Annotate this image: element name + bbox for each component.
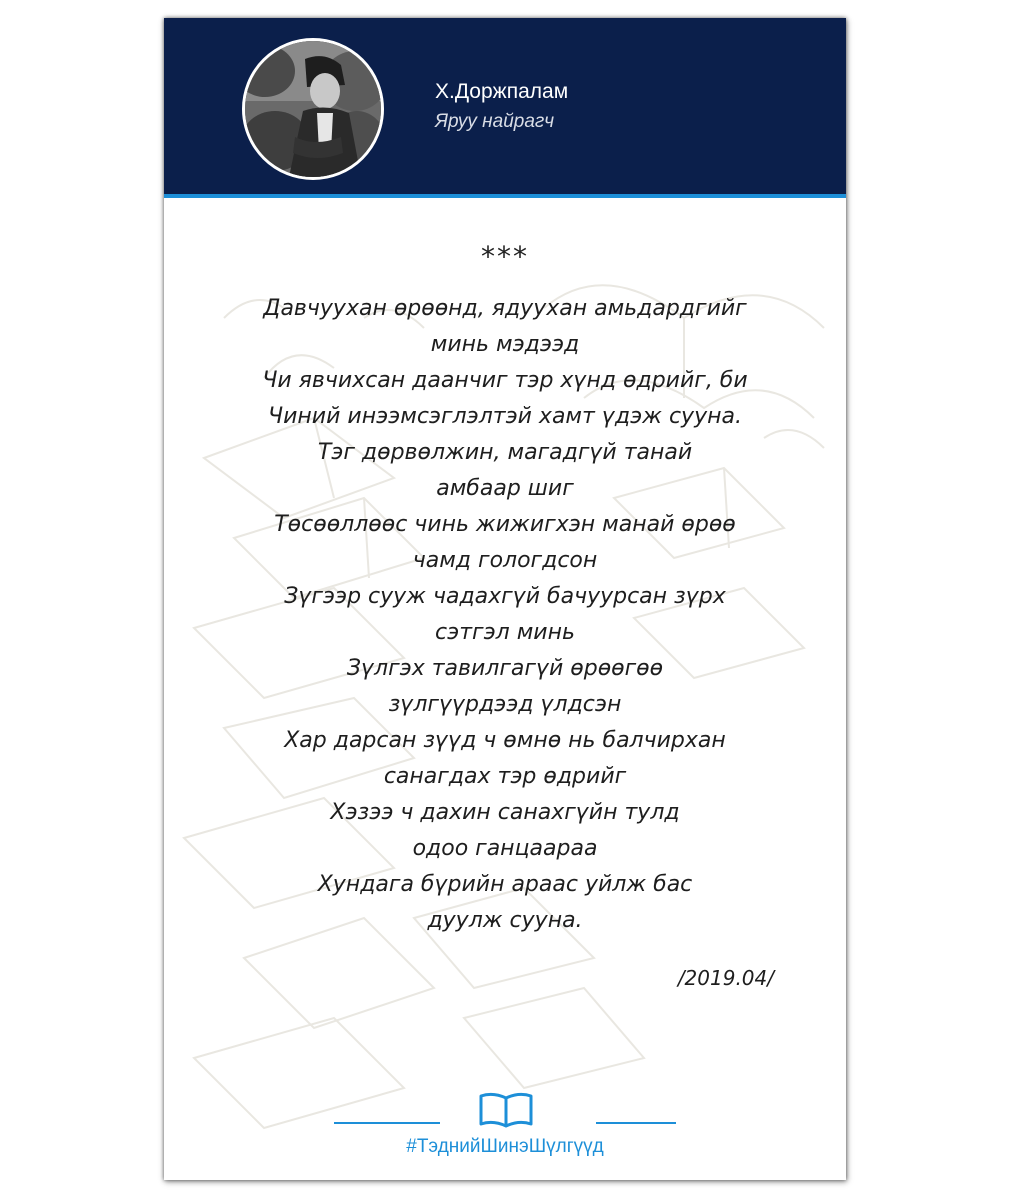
poem-line: Хэзээ ч дахин санахгүйн тулд bbox=[330, 800, 680, 825]
poem-line: дуулж сууна. bbox=[427, 908, 583, 933]
poem-title: *** bbox=[481, 240, 529, 273]
poem-card bbox=[164, 18, 846, 1180]
author-role: Яруу найрагч bbox=[435, 111, 555, 132]
poem-line: санагдах тэр өдрийг bbox=[383, 764, 627, 789]
header-banner bbox=[164, 18, 846, 194]
open-book-icon bbox=[477, 1090, 535, 1130]
footer-divider-right bbox=[596, 1122, 676, 1124]
poem-body bbox=[164, 291, 846, 939]
poem-line: минь мэдээд bbox=[430, 332, 580, 357]
author-name: Х.Доржпалам bbox=[435, 80, 569, 103]
poem-line: зүлгүүрдээд үлдсэн bbox=[388, 692, 622, 717]
poem-line: Чи явчихсан даанчиг тэр хүнд өдрийг, би bbox=[262, 368, 748, 393]
avatar bbox=[242, 38, 384, 180]
poem-line: сэтгэл минь bbox=[435, 620, 575, 645]
poem-line: Хундага бүрийн араас уйлж бас bbox=[317, 872, 693, 897]
poem-line: Төсөөллөөс чинь жижигхэн манай өрөө bbox=[274, 512, 736, 537]
poem-line: Давчуухан өрөөнд, ядуухан амьдардгийг bbox=[263, 296, 747, 321]
footer-divider-left bbox=[334, 1122, 440, 1124]
poem-line: Хар дарсан зүүд ч өмнө нь балчирхан bbox=[284, 728, 726, 753]
poem-date: /2019.04/ bbox=[677, 966, 774, 990]
hashtag-link[interactable]: #ТэднийШинэШүлгүүд bbox=[406, 1136, 604, 1157]
poem-line: амбаар шиг bbox=[436, 476, 574, 501]
author-photo bbox=[245, 41, 381, 177]
poem-line: Зүлгэх тавилгагүй өрөөгөө bbox=[346, 656, 664, 681]
poem-line: Зүгээр сууж чадахгүй бачуурсан зүрх bbox=[284, 584, 726, 609]
poem-line: одоо ганцаараа bbox=[412, 836, 598, 861]
poem-line: чамд гологдсон bbox=[412, 548, 598, 573]
poem-line: Чиний инээмсэглэлтэй хамт үдэж сууна. bbox=[268, 404, 742, 429]
poem-line: Тэг дөрвөлжин, магадгүй танай bbox=[317, 440, 693, 465]
